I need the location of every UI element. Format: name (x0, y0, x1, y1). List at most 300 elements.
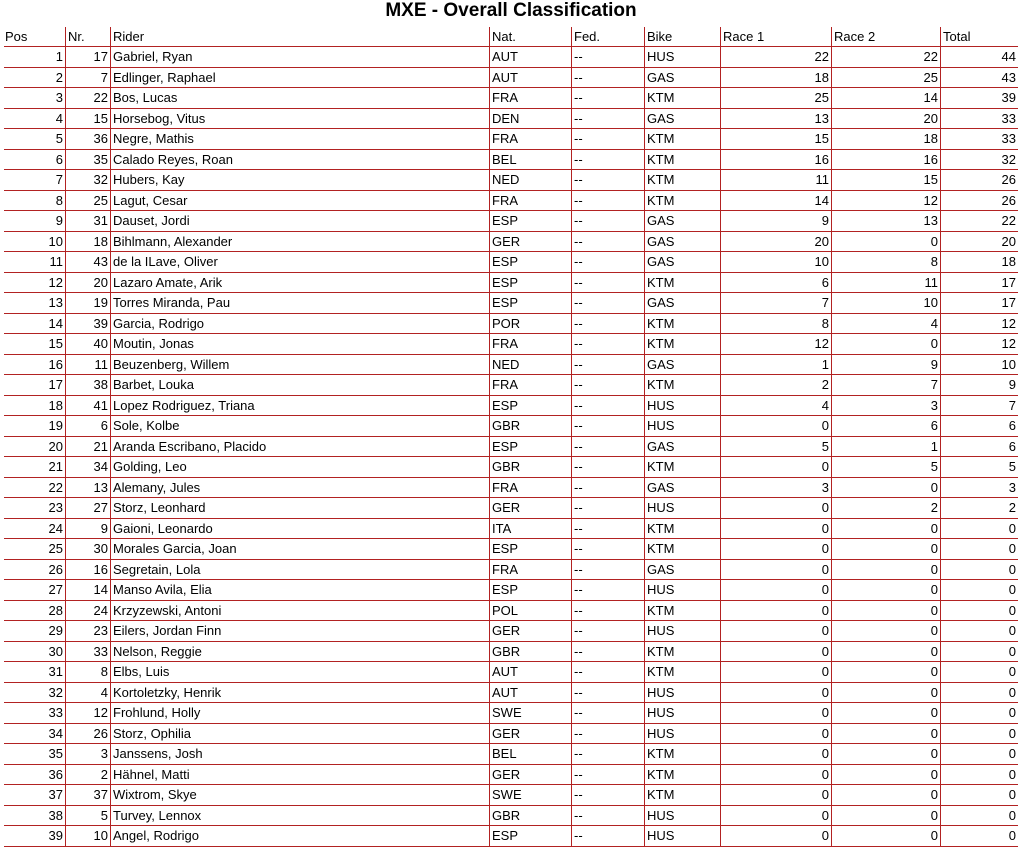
cell-race2: 12 (831, 191, 940, 212)
cell-total: 0 (940, 621, 1018, 642)
cell-pos: 6 (4, 150, 65, 171)
cell-nat: GBR (489, 457, 571, 478)
cell-rider: Moutin, Jonas (110, 334, 489, 355)
cell-total: 0 (940, 683, 1018, 704)
cell-total: 0 (940, 765, 1018, 786)
cell-race2: 0 (831, 662, 940, 683)
cell-pos: 5 (4, 129, 65, 150)
cell-fed: -- (571, 744, 644, 765)
cell-bike: GAS (644, 109, 720, 130)
cell-race1: 0 (720, 662, 831, 683)
cell-nr: 16 (65, 560, 110, 581)
cell-total: 5 (940, 457, 1018, 478)
cell-rider: Hähnel, Matti (110, 765, 489, 786)
cell-pos: 15 (4, 334, 65, 355)
cell-total: 18 (940, 252, 1018, 273)
cell-race2: 0 (831, 519, 940, 540)
cell-nr: 27 (65, 498, 110, 519)
table-row (4, 293, 1018, 314)
table-row (4, 375, 1018, 396)
cell-bike: HUS (644, 47, 720, 68)
cell-race1: 0 (720, 539, 831, 560)
cell-fed: -- (571, 355, 644, 376)
cell-nr: 19 (65, 293, 110, 314)
cell-nr: 13 (65, 478, 110, 499)
cell-bike: HUS (644, 416, 720, 437)
cell-pos: 13 (4, 293, 65, 314)
cell-rider: Dauset, Jordi (110, 211, 489, 232)
table-row (4, 826, 1018, 847)
cell-rider: Angel, Rodrigo (110, 826, 489, 847)
cell-race1: 0 (720, 703, 831, 724)
cell-race1: 20 (720, 232, 831, 253)
cell-total: 9 (940, 375, 1018, 396)
cell-nr: 26 (65, 724, 110, 745)
cell-nat: GBR (489, 416, 571, 437)
cell-nr: 30 (65, 539, 110, 560)
cell-race2: 0 (831, 621, 940, 642)
cell-bike: HUS (644, 683, 720, 704)
cell-fed: -- (571, 642, 644, 663)
cell-nr: 4 (65, 683, 110, 704)
cell-bike: GAS (644, 232, 720, 253)
cell-race2: 0 (831, 765, 940, 786)
cell-race2: 4 (831, 314, 940, 335)
cell-fed: -- (571, 826, 644, 847)
cell-nr: 34 (65, 457, 110, 478)
cell-bike: GAS (644, 355, 720, 376)
cell-race1: 16 (720, 150, 831, 171)
cell-race1: 0 (720, 580, 831, 601)
cell-race1: 0 (720, 601, 831, 622)
cell-rider: Turvey, Lennox (110, 806, 489, 827)
table-row (4, 396, 1018, 417)
table-row (4, 68, 1018, 89)
cell-fed: -- (571, 580, 644, 601)
column-header-rider: Rider (110, 27, 489, 47)
cell-nr: 36 (65, 129, 110, 150)
cell-pos: 19 (4, 416, 65, 437)
cell-nat: FRA (489, 334, 571, 355)
cell-fed: -- (571, 252, 644, 273)
cell-nr: 22 (65, 88, 110, 109)
cell-pos: 23 (4, 498, 65, 519)
cell-race1: 12 (720, 334, 831, 355)
cell-bike: KTM (644, 129, 720, 150)
cell-race2: 0 (831, 724, 940, 745)
table-row (4, 355, 1018, 376)
cell-nr: 18 (65, 232, 110, 253)
cell-pos: 28 (4, 601, 65, 622)
table-row (4, 765, 1018, 786)
cell-fed: -- (571, 621, 644, 642)
cell-bike: KTM (644, 765, 720, 786)
cell-nat: ESP (489, 252, 571, 273)
cell-race2: 0 (831, 683, 940, 704)
cell-race1: 0 (720, 744, 831, 765)
cell-nr: 33 (65, 642, 110, 663)
cell-race1: 0 (720, 498, 831, 519)
cell-nat: AUT (489, 68, 571, 89)
cell-race1: 14 (720, 191, 831, 212)
column-header-fed: Fed. (571, 27, 644, 47)
cell-total: 0 (940, 703, 1018, 724)
cell-fed: -- (571, 129, 644, 150)
cell-pos: 7 (4, 170, 65, 191)
cell-race1: 3 (720, 478, 831, 499)
cell-rider: Storz, Leonhard (110, 498, 489, 519)
cell-pos: 10 (4, 232, 65, 253)
cell-nr: 12 (65, 703, 110, 724)
cell-fed: -- (571, 375, 644, 396)
cell-race2: 0 (831, 334, 940, 355)
cell-nr: 31 (65, 211, 110, 232)
cell-race2: 10 (831, 293, 940, 314)
cell-fed: -- (571, 683, 644, 704)
cell-total: 26 (940, 191, 1018, 212)
cell-fed: -- (571, 560, 644, 581)
cell-rider: Nelson, Reggie (110, 642, 489, 663)
table-row (4, 334, 1018, 355)
table-row (4, 560, 1018, 581)
cell-rider: Alemany, Jules (110, 478, 489, 499)
table-row (4, 744, 1018, 765)
cell-bike: GAS (644, 478, 720, 499)
cell-nat: POR (489, 314, 571, 335)
cell-nr: 41 (65, 396, 110, 417)
cell-nr: 3 (65, 744, 110, 765)
table-row (4, 662, 1018, 683)
cell-race1: 0 (720, 560, 831, 581)
cell-bike: HUS (644, 621, 720, 642)
cell-pos: 35 (4, 744, 65, 765)
table-row (4, 273, 1018, 294)
cell-nat: GBR (489, 806, 571, 827)
table-row (4, 580, 1018, 601)
cell-bike: GAS (644, 68, 720, 89)
cell-nat: SWE (489, 703, 571, 724)
cell-fed: -- (571, 232, 644, 253)
cell-nat: AUT (489, 662, 571, 683)
cell-race2: 0 (831, 580, 940, 601)
table-row (4, 109, 1018, 130)
cell-bike: HUS (644, 826, 720, 847)
cell-fed: -- (571, 662, 644, 683)
cell-pos: 26 (4, 560, 65, 581)
cell-bike: GAS (644, 560, 720, 581)
cell-nat: ESP (489, 211, 571, 232)
cell-pos: 33 (4, 703, 65, 724)
cell-rider: Krzyzewski, Antoni (110, 601, 489, 622)
cell-bike: KTM (644, 457, 720, 478)
cell-pos: 21 (4, 457, 65, 478)
cell-fed: -- (571, 191, 644, 212)
cell-nr: 14 (65, 580, 110, 601)
cell-rider: Storz, Ophilia (110, 724, 489, 745)
cell-race1: 6 (720, 273, 831, 294)
cell-total: 32 (940, 150, 1018, 171)
cell-bike: KTM (644, 314, 720, 335)
cell-nr: 23 (65, 621, 110, 642)
table-body (4, 47, 1018, 847)
cell-race1: 0 (720, 826, 831, 847)
cell-fed: -- (571, 724, 644, 745)
cell-total: 26 (940, 170, 1018, 191)
cell-fed: -- (571, 601, 644, 622)
table-row (4, 498, 1018, 519)
cell-nat: ESP (489, 580, 571, 601)
cell-total: 10 (940, 355, 1018, 376)
cell-rider: Lazaro Amate, Arik (110, 273, 489, 294)
cell-nr: 5 (65, 806, 110, 827)
cell-nat: NED (489, 170, 571, 191)
cell-rider: Garcia, Rodrigo (110, 314, 489, 335)
cell-rider: Calado Reyes, Roan (110, 150, 489, 171)
table-row (4, 150, 1018, 171)
cell-nat: GBR (489, 642, 571, 663)
cell-pos: 31 (4, 662, 65, 683)
column-header-total: Total (940, 27, 1018, 47)
cell-bike: KTM (644, 170, 720, 191)
cell-race2: 1 (831, 437, 940, 458)
cell-total: 12 (940, 334, 1018, 355)
cell-nr: 24 (65, 601, 110, 622)
cell-total: 0 (940, 785, 1018, 806)
cell-nat: GER (489, 765, 571, 786)
cell-race2: 25 (831, 68, 940, 89)
cell-race1: 8 (720, 314, 831, 335)
cell-rider: Bihlmann, Alexander (110, 232, 489, 253)
cell-rider: Beuzenberg, Willem (110, 355, 489, 376)
cell-race2: 18 (831, 129, 940, 150)
cell-race1: 5 (720, 437, 831, 458)
column-header-race2: Race 2 (831, 27, 940, 47)
cell-nat: SWE (489, 785, 571, 806)
cell-race2: 2 (831, 498, 940, 519)
cell-nr: 43 (65, 252, 110, 273)
cell-bike: KTM (644, 88, 720, 109)
cell-rider: Lopez Rodriguez, Triana (110, 396, 489, 417)
cell-bike: HUS (644, 806, 720, 827)
cell-fed: -- (571, 334, 644, 355)
cell-total: 0 (940, 662, 1018, 683)
cell-nr: 39 (65, 314, 110, 335)
cell-race2: 22 (831, 47, 940, 68)
cell-fed: -- (571, 457, 644, 478)
cell-nr: 11 (65, 355, 110, 376)
cell-nat: ESP (489, 273, 571, 294)
cell-race1: 22 (720, 47, 831, 68)
cell-race1: 9 (720, 211, 831, 232)
cell-rider: Manso Avila, Elia (110, 580, 489, 601)
cell-bike: KTM (644, 191, 720, 212)
cell-bike: GAS (644, 252, 720, 273)
cell-rider: Aranda Escribano, Placido (110, 437, 489, 458)
cell-race1: 13 (720, 109, 831, 130)
cell-total: 0 (940, 642, 1018, 663)
cell-total: 0 (940, 580, 1018, 601)
table-row (4, 314, 1018, 335)
cell-nr: 15 (65, 109, 110, 130)
cell-rider: Horsebog, Vitus (110, 109, 489, 130)
cell-fed: -- (571, 765, 644, 786)
cell-nr: 17 (65, 47, 110, 68)
column-header-bike: Bike (644, 27, 720, 47)
cell-bike: HUS (644, 703, 720, 724)
cell-total: 12 (940, 314, 1018, 335)
cell-nat: FRA (489, 560, 571, 581)
cell-nr: 32 (65, 170, 110, 191)
cell-race2: 0 (831, 601, 940, 622)
cell-bike: KTM (644, 642, 720, 663)
table-row (4, 232, 1018, 253)
cell-bike: KTM (644, 375, 720, 396)
cell-nr: 37 (65, 785, 110, 806)
cell-nat: BEL (489, 150, 571, 171)
cell-fed: -- (571, 396, 644, 417)
cell-bike: KTM (644, 785, 720, 806)
header-row (4, 27, 1018, 47)
cell-fed: -- (571, 478, 644, 499)
cell-total: 2 (940, 498, 1018, 519)
cell-fed: -- (571, 703, 644, 724)
cell-pos: 14 (4, 314, 65, 335)
cell-race1: 0 (720, 416, 831, 437)
table-row (4, 437, 1018, 458)
cell-total: 17 (940, 273, 1018, 294)
cell-rider: Bos, Lucas (110, 88, 489, 109)
cell-nr: 2 (65, 765, 110, 786)
cell-race1: 0 (720, 724, 831, 745)
cell-total: 43 (940, 68, 1018, 89)
cell-total: 6 (940, 437, 1018, 458)
table-row (4, 457, 1018, 478)
cell-race1: 0 (720, 457, 831, 478)
cell-bike: KTM (644, 744, 720, 765)
cell-race1: 0 (720, 519, 831, 540)
cell-total: 3 (940, 478, 1018, 499)
table-row (4, 539, 1018, 560)
cell-race2: 0 (831, 478, 940, 499)
cell-pos: 18 (4, 396, 65, 417)
cell-nat: FRA (489, 478, 571, 499)
table-row (4, 129, 1018, 150)
cell-race1: 25 (720, 88, 831, 109)
cell-race1: 0 (720, 806, 831, 827)
table-row (4, 416, 1018, 437)
cell-bike: GAS (644, 437, 720, 458)
cell-nat: ESP (489, 437, 571, 458)
table-row (4, 88, 1018, 109)
cell-pos: 30 (4, 642, 65, 663)
cell-rider: Barbet, Louka (110, 375, 489, 396)
cell-fed: -- (571, 314, 644, 335)
cell-race1: 2 (720, 375, 831, 396)
cell-rider: Kortoletzky, Henrik (110, 683, 489, 704)
cell-rider: Morales Garcia, Joan (110, 539, 489, 560)
cell-nat: FRA (489, 375, 571, 396)
cell-race2: 7 (831, 375, 940, 396)
cell-race1: 18 (720, 68, 831, 89)
cell-race2: 0 (831, 806, 940, 827)
cell-fed: -- (571, 47, 644, 68)
cell-bike: GAS (644, 211, 720, 232)
cell-nr: 25 (65, 191, 110, 212)
column-header-nr: Nr. (65, 27, 110, 47)
cell-rider: Gaioni, Leonardo (110, 519, 489, 540)
cell-race1: 1 (720, 355, 831, 376)
table-row (4, 642, 1018, 663)
cell-nat: POL (489, 601, 571, 622)
cell-nat: ESP (489, 826, 571, 847)
cell-fed: -- (571, 273, 644, 294)
cell-total: 6 (940, 416, 1018, 437)
cell-nat: ITA (489, 519, 571, 540)
cell-race1: 0 (720, 642, 831, 663)
cell-pos: 16 (4, 355, 65, 376)
cell-race1: 0 (720, 621, 831, 642)
cell-race2: 8 (831, 252, 940, 273)
table-row (4, 785, 1018, 806)
cell-race2: 16 (831, 150, 940, 171)
cell-nat: AUT (489, 47, 571, 68)
cell-nat: ESP (489, 539, 571, 560)
column-header-pos: Pos (4, 27, 65, 47)
cell-nr: 20 (65, 273, 110, 294)
cell-race2: 15 (831, 170, 940, 191)
table-row (4, 806, 1018, 827)
cell-race2: 0 (831, 826, 940, 847)
cell-race2: 3 (831, 396, 940, 417)
cell-total: 44 (940, 47, 1018, 68)
cell-race2: 0 (831, 232, 940, 253)
cell-bike: KTM (644, 662, 720, 683)
cell-pos: 22 (4, 478, 65, 499)
cell-pos: 12 (4, 273, 65, 294)
cell-fed: -- (571, 211, 644, 232)
cell-nr: 7 (65, 68, 110, 89)
cell-bike: KTM (644, 519, 720, 540)
cell-race1: 4 (720, 396, 831, 417)
cell-bike: HUS (644, 396, 720, 417)
cell-race2: 0 (831, 744, 940, 765)
cell-nr: 38 (65, 375, 110, 396)
cell-rider: Segretain, Lola (110, 560, 489, 581)
cell-rider: Eilers, Jordan Finn (110, 621, 489, 642)
cell-race1: 15 (720, 129, 831, 150)
cell-race2: 11 (831, 273, 940, 294)
table-row (4, 47, 1018, 68)
cell-rider: Janssens, Josh (110, 744, 489, 765)
cell-total: 0 (940, 724, 1018, 745)
cell-nat: BEL (489, 744, 571, 765)
cell-bike: KTM (644, 539, 720, 560)
cell-total: 0 (940, 744, 1018, 765)
classification-table (4, 27, 1018, 847)
cell-fed: -- (571, 109, 644, 130)
cell-fed: -- (571, 437, 644, 458)
cell-rider: de la ILave, Oliver (110, 252, 489, 273)
cell-fed: -- (571, 150, 644, 171)
cell-bike: KTM (644, 601, 720, 622)
cell-rider: Edlinger, Raphael (110, 68, 489, 89)
table-row (4, 621, 1018, 642)
cell-race2: 20 (831, 109, 940, 130)
cell-bike: HUS (644, 724, 720, 745)
cell-nat: AUT (489, 683, 571, 704)
cell-total: 22 (940, 211, 1018, 232)
cell-total: 39 (940, 88, 1018, 109)
